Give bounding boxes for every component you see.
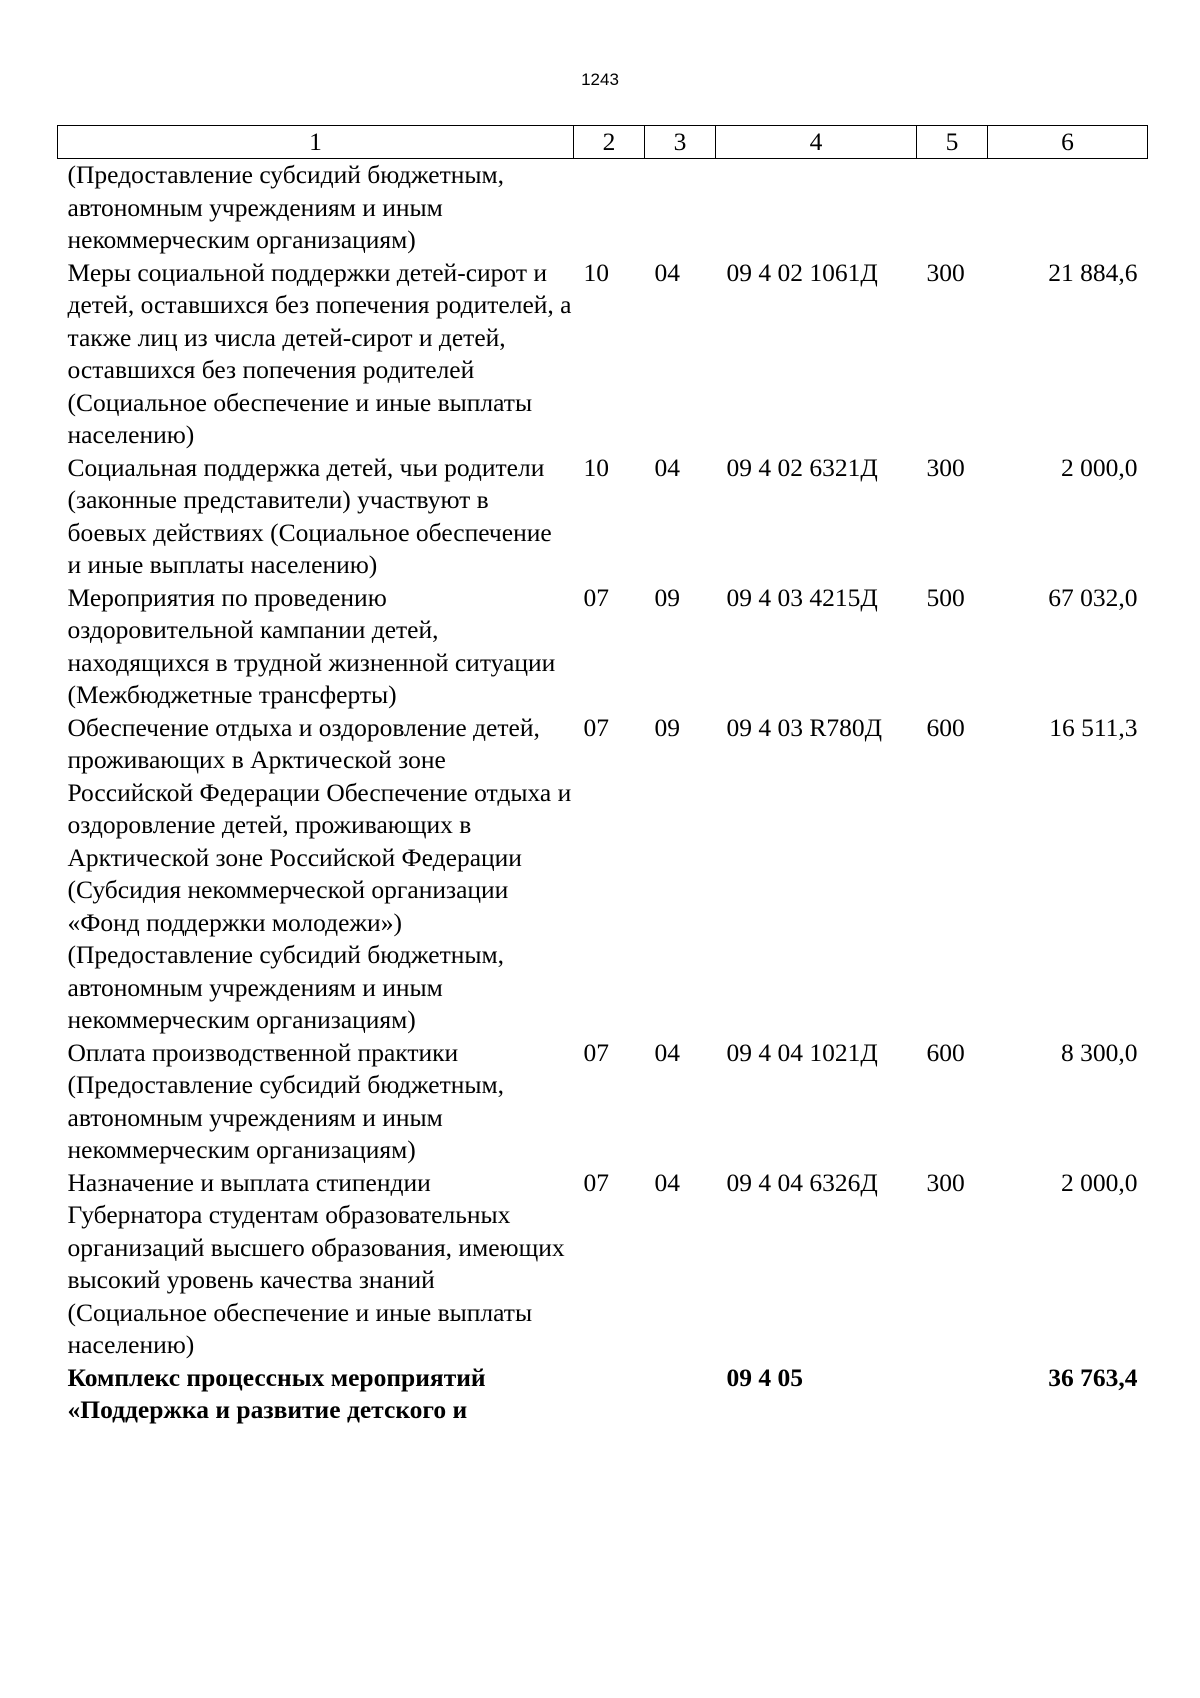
row-section: 10 bbox=[583, 257, 609, 287]
row-section: 07 bbox=[583, 712, 609, 742]
row-target-code: 09 4 02 6321Д bbox=[726, 452, 878, 482]
column-header-5: 5 bbox=[917, 126, 988, 159]
row-target-code: 09 4 05 bbox=[726, 1362, 803, 1392]
row-section: 07 bbox=[583, 1167, 609, 1197]
row-expense-type: 300 bbox=[926, 257, 965, 287]
row-name: Оплата производственной практики (Предоставление субсидий бюджетным, автономным учреждениям и иным некоммерческим организациям) bbox=[67, 1037, 505, 1164]
row-expense-type bbox=[917, 1362, 988, 1427]
row-expense-type: 600 bbox=[926, 1037, 965, 1067]
row-name: Обеспечение отдыха и оздоровление детей, проживающих в Арктической зоне Российской Федерации Обеспечение отдыха и оздоровление детей, проживающих в Арктической зоне Российской Федерации (Субсидия некоммерческой организации «Фонд поддержки молодежи») (Предоставление субсидий бюджетным, автономным учреждениям и иным некоммерческим организациям) bbox=[67, 712, 572, 1034]
row-target-code: 09 4 03 4215Д bbox=[726, 582, 878, 612]
row-target-code: 09 4 04 6326Д bbox=[726, 1167, 878, 1197]
row-section: 07 bbox=[583, 582, 609, 612]
page-number: 1243 bbox=[581, 70, 619, 89]
column-header-1: 1 bbox=[58, 126, 574, 159]
row-subsection: 09 bbox=[654, 582, 680, 612]
row-section: 07 bbox=[583, 1037, 609, 1067]
row-amount bbox=[988, 159, 1148, 257]
row-amount: 16 511,3 bbox=[1049, 712, 1138, 742]
row-amount: 67 032,0 bbox=[1048, 582, 1138, 612]
row-target-code: 09 4 03 R780Д bbox=[726, 712, 883, 742]
column-header-3: 3 bbox=[645, 126, 716, 159]
row-subsection bbox=[645, 159, 716, 257]
row-name: Меры социальной поддержки детей-сирот и детей, оставшихся без попечения родителей, а также лиц из числа детей-сирот и детей, оставшихся без попечения родителей (Социальное обеспечение и иные выплаты населению) bbox=[67, 257, 572, 449]
header-row bbox=[58, 126, 1148, 159]
table-row bbox=[58, 159, 1148, 257]
row-name: Социальная поддержка детей, чьи родители (законные представители) участвуют в боевых действиях (Социальное обеспечение и иные выплаты населению) bbox=[67, 452, 552, 579]
table-header bbox=[58, 126, 1148, 159]
row-expense-type: 600 bbox=[926, 712, 965, 742]
row-name: Мероприятия по проведению оздоровительной кампании детей, находящихся в трудной жизненной ситуации (Межбюджетные трансферты) bbox=[67, 582, 556, 709]
row-name: Назначение и выплата стипендии Губернатора студентам образовательных организаций высшего образования, имеющих высокий уровень качества знаний (Социальное обеспечение и иные выплаты населению) bbox=[67, 1167, 565, 1359]
budget-table bbox=[57, 125, 1148, 1427]
row-target-code: 09 4 04 1021Д bbox=[726, 1037, 878, 1067]
row-target-code bbox=[716, 159, 917, 257]
row-name: Комплекс процессных мероприятий «Поддержка и развитие детского и bbox=[67, 1362, 486, 1424]
row-expense-type bbox=[917, 159, 988, 257]
table-row bbox=[58, 712, 1148, 1037]
row-expense-type: 300 bbox=[926, 452, 965, 482]
row-amount: 8 300,0 bbox=[1061, 1037, 1138, 1067]
row-name: (Предоставление субсидий бюджетным, автономным учреждениям и иным некоммерческим организациям) bbox=[67, 160, 505, 254]
table-row bbox=[58, 452, 1148, 582]
row-amount: 21 884,6 bbox=[1048, 257, 1138, 287]
column-header-4: 4 bbox=[716, 126, 917, 159]
table-row-program-total bbox=[58, 1362, 1148, 1427]
row-amount: 2 000,0 bbox=[1061, 1167, 1138, 1197]
table-body bbox=[58, 159, 1148, 1427]
table-row bbox=[58, 257, 1148, 452]
row-expense-type: 300 bbox=[926, 1167, 965, 1197]
table-row bbox=[58, 1167, 1148, 1362]
row-subsection: 04 bbox=[654, 1037, 680, 1067]
row-amount: 2 000,0 bbox=[1061, 452, 1138, 482]
table-row bbox=[58, 582, 1148, 712]
table-row bbox=[58, 1037, 1148, 1167]
row-target-code: 09 4 02 1061Д bbox=[726, 257, 878, 287]
column-header-6: 6 bbox=[988, 126, 1148, 159]
row-expense-type: 500 bbox=[926, 582, 965, 612]
row-section: 10 bbox=[583, 452, 609, 482]
row-section bbox=[574, 159, 645, 257]
row-subsection: 04 bbox=[654, 257, 680, 287]
column-header-2: 2 bbox=[574, 126, 645, 159]
row-subsection: 04 bbox=[654, 452, 680, 482]
row-subsection: 04 bbox=[654, 1167, 680, 1197]
row-subsection: 09 bbox=[654, 712, 680, 742]
row-amount: 36 763,4 bbox=[1048, 1362, 1138, 1392]
row-section bbox=[574, 1362, 645, 1427]
row-subsection bbox=[645, 1362, 716, 1427]
